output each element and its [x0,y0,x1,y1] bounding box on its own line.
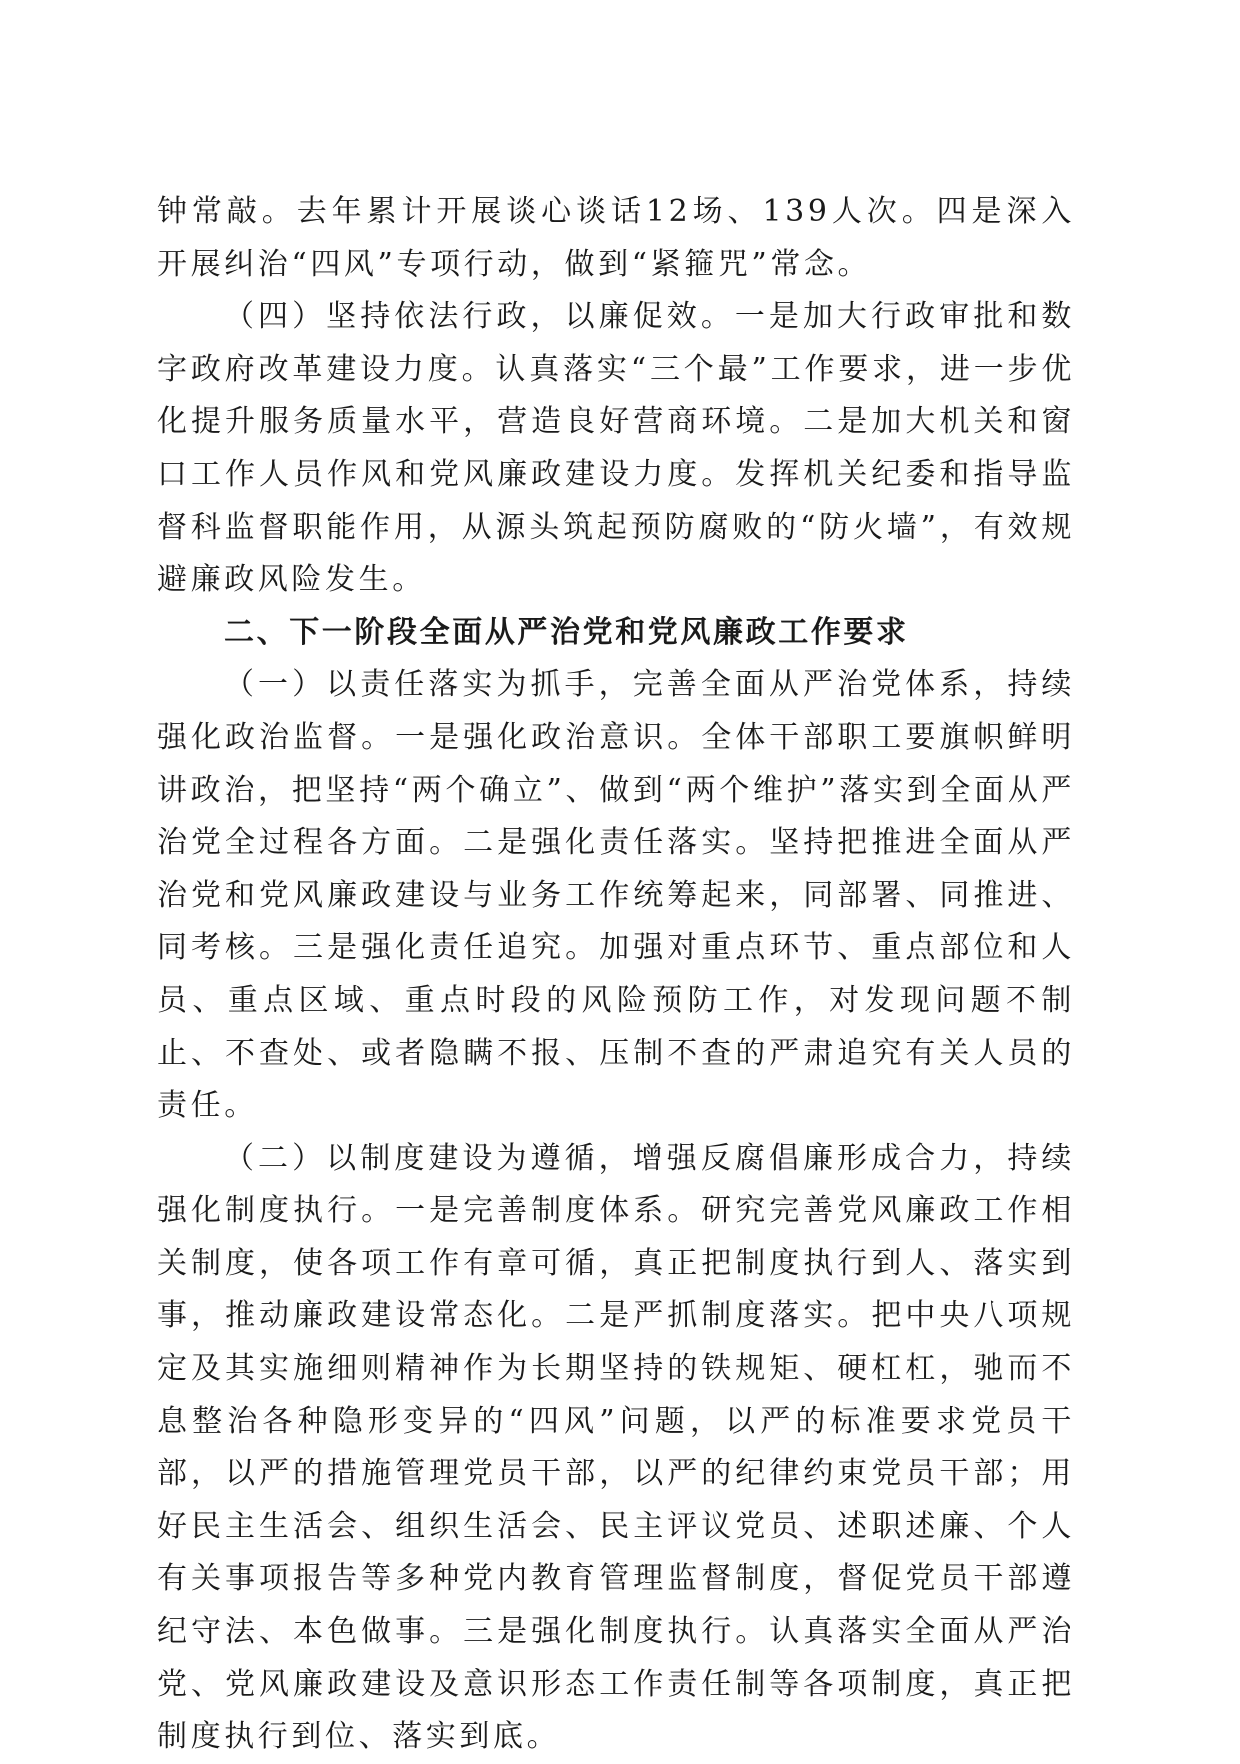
document-body [157,186,1075,1764]
paragraph-item-one: （一）以责任落实为抓手，完善全面从严治党体系，持续强化政治监督。一是强化政治意识。全体干部职工要旗帜鲜明讲政治，把坚持“两个确立”、做到“两个维护”落实到全面从严治党全过程各方面。二是强化责任落实。坚持把推进全面从严治党和党风廉政建设与业务工作统筹起来，同部署、同推进、同考核。三是强化责任追究。加强对重点环节、重点部位和人员、重点区域、重点时段的风险预防工作，对发现问题不制止、不查处、或者隐瞒不报、压制不查的严肃追究有关人员的责任。 [157,667,1075,1124]
paragraph-item-two: （二）以制度建设为遵循，增强反腐倡廉形成合力，持续强化制度执行。一是完善制度体系。研究完善党风廉政工作相关制度，使各项工作有章可循，真正把制度执行到人、落实到事，推动廉政建设常态化。二是严抓制度落实。把中央八项规定及其实施细则精神作为长期坚持的铁规矩、硬杠杠，驰而不息整治各种隐形变异的“四风”问题，以严的标准要求党员干部，以严的措施管理党员干部，以严的纪律约束党员干部；用好民主生活会、组织生活会、民主评议党员、述职述廉、个人有关事项报告等多种党内教育管理监督制度，督促党员干部遵纪守法、本色做事。三是强化制度执行。认真落实全面从严治党、党风廉政建设及意识形态工作责任制等各项制度，真正把制度执行到位、落实到底。 [157,1140,1075,1755]
section-heading: 二、下一阶段全面从严治党和党风廉政工作要求 [224,614,909,650]
paragraph-continuation: 钟常敲。去年累计开展谈心谈话12场、139人次。四是深入开展纠治“四风”专项行动，做到“紧箍咒”常念。 [157,194,1075,282]
paragraph-section-four: （四）坚持依法行政，以廉促效。一是加大行政审批和数字政府改革建设力度。认真落实“三个最”工作要求，进一步优化提升服务质量水平，营造良好营商环境。二是加大机关和窗口工作人员作风和党风廉政建设力度。发挥机关纪委和指导监督科监督职能作用，从源头筑起预防腐败的“防火墙”，有效规避廉政风险发生。 [157,299,1075,598]
